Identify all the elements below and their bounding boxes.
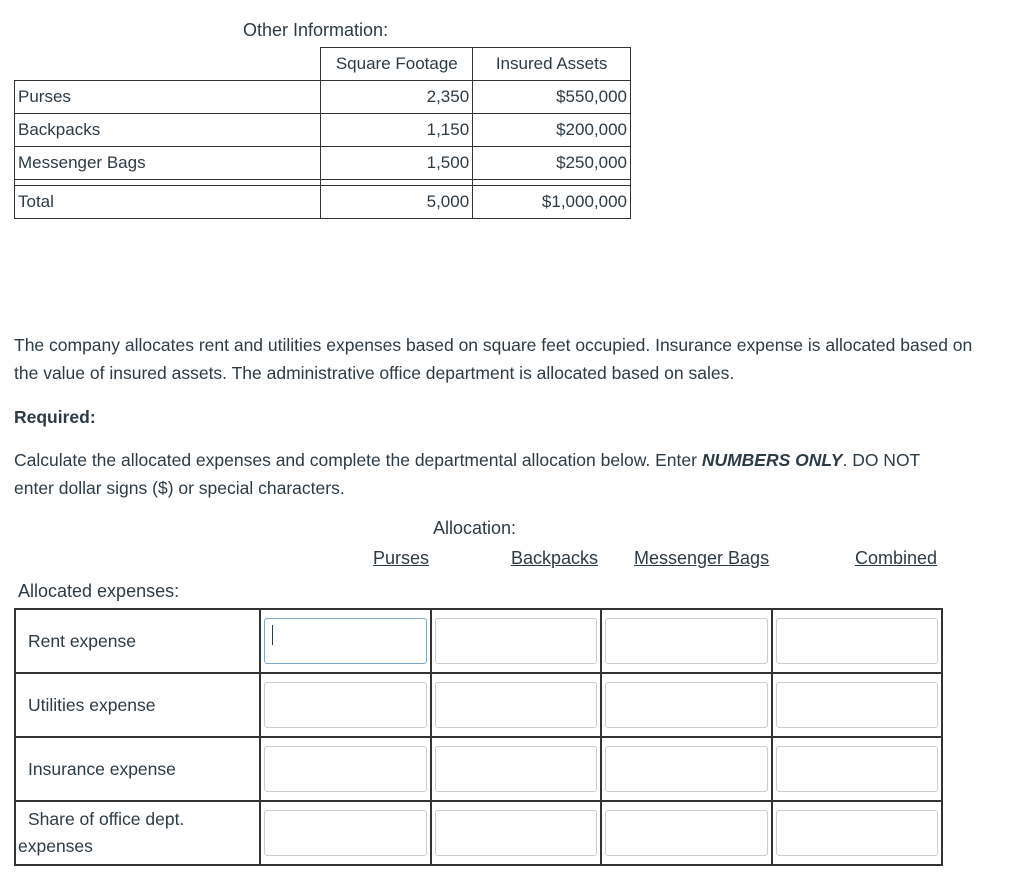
office-share-messenger-bags-input[interactable] xyxy=(605,810,767,856)
row-label: Share of office dept. expenses xyxy=(15,801,260,865)
table-header-row xyxy=(15,48,631,81)
other-info-title: Other Information: xyxy=(243,20,389,40)
table-row xyxy=(15,737,942,801)
rent-purses-input[interactable] xyxy=(264,618,426,664)
table-row xyxy=(15,609,942,673)
total-insured-assets: $1,000,000 xyxy=(473,186,631,219)
table-row xyxy=(15,801,942,865)
rent-messenger-bags-input[interactable] xyxy=(605,618,767,664)
insurance-purses-input[interactable] xyxy=(264,746,426,792)
row-label: Messenger Bags xyxy=(15,147,321,180)
insurance-backpacks-input[interactable] xyxy=(435,746,597,792)
rent-backpacks-input[interactable] xyxy=(435,618,597,664)
total-label: Total xyxy=(15,186,321,219)
utilities-messenger-bags-input[interactable] xyxy=(605,682,767,728)
required-text: enter dollar signs ($) or special characters. xyxy=(14,478,345,498)
row-label: Utilities expense xyxy=(15,673,260,737)
emphasis-text: NUMBERS ONLY xyxy=(701,450,843,470)
table-row xyxy=(15,114,631,147)
allocated-expenses-label: Allocated expenses: xyxy=(18,581,180,601)
table-row xyxy=(15,673,942,737)
utilities-purses-input[interactable] xyxy=(264,682,426,728)
table-total-row xyxy=(15,186,631,219)
insurance-messenger-bags-input[interactable] xyxy=(605,746,767,792)
office-share-combined-input[interactable] xyxy=(776,810,938,856)
square-footage-value: 1,150 xyxy=(321,114,473,147)
insured-assets-value: $200,000 xyxy=(473,114,631,147)
required-heading: Required: xyxy=(14,407,96,427)
row-label: Insurance expense xyxy=(15,737,260,801)
square-footage-value: 2,350 xyxy=(321,81,473,114)
insurance-combined-input[interactable] xyxy=(776,746,938,792)
rent-combined-input[interactable] xyxy=(776,618,938,664)
utilities-backpacks-input[interactable] xyxy=(435,682,597,728)
square-footage-value: 1,500 xyxy=(321,147,473,180)
office-share-backpacks-input[interactable] xyxy=(435,810,597,856)
office-share-purses-input[interactable] xyxy=(264,810,426,856)
description-line: The company allocates rent and utilities expenses based on square feet occupied. Insurance expense is allocated based on xyxy=(14,335,973,355)
allocation-title: Allocation: xyxy=(433,518,517,538)
table-row xyxy=(15,147,631,180)
col-header-insured-assets: Insured Assets xyxy=(473,48,631,81)
row-label: Backpacks xyxy=(15,114,321,147)
required-paragraph xyxy=(14,446,1024,502)
description-line: the value of insured assets. The administrative office department is allocated based on sales. xyxy=(14,363,735,383)
insured-assets-value: $250,000 xyxy=(473,147,631,180)
required-text: . DO NOT xyxy=(842,450,921,470)
col-header-purses: Purses xyxy=(373,548,430,568)
total-square-footage: 5,000 xyxy=(321,186,473,219)
table-row xyxy=(15,81,631,114)
allocation-grid xyxy=(14,608,943,866)
col-header-messenger-bags: Messenger Bags xyxy=(634,548,770,568)
other-info-table xyxy=(14,47,631,219)
col-header-backpacks: Backpacks xyxy=(511,548,599,568)
col-header-square-footage: Square Footage xyxy=(321,48,473,81)
insured-assets-value: $550,000 xyxy=(473,81,631,114)
col-header-combined: Combined xyxy=(855,548,938,568)
text-caret xyxy=(272,625,273,645)
utilities-combined-input[interactable] xyxy=(776,682,938,728)
required-text: Calculate the allocated expenses and complete the departmental allocation below. Enter xyxy=(14,450,702,470)
description-paragraph xyxy=(14,331,1024,387)
row-label: Rent expense xyxy=(15,609,260,673)
row-label: Purses xyxy=(15,81,321,114)
